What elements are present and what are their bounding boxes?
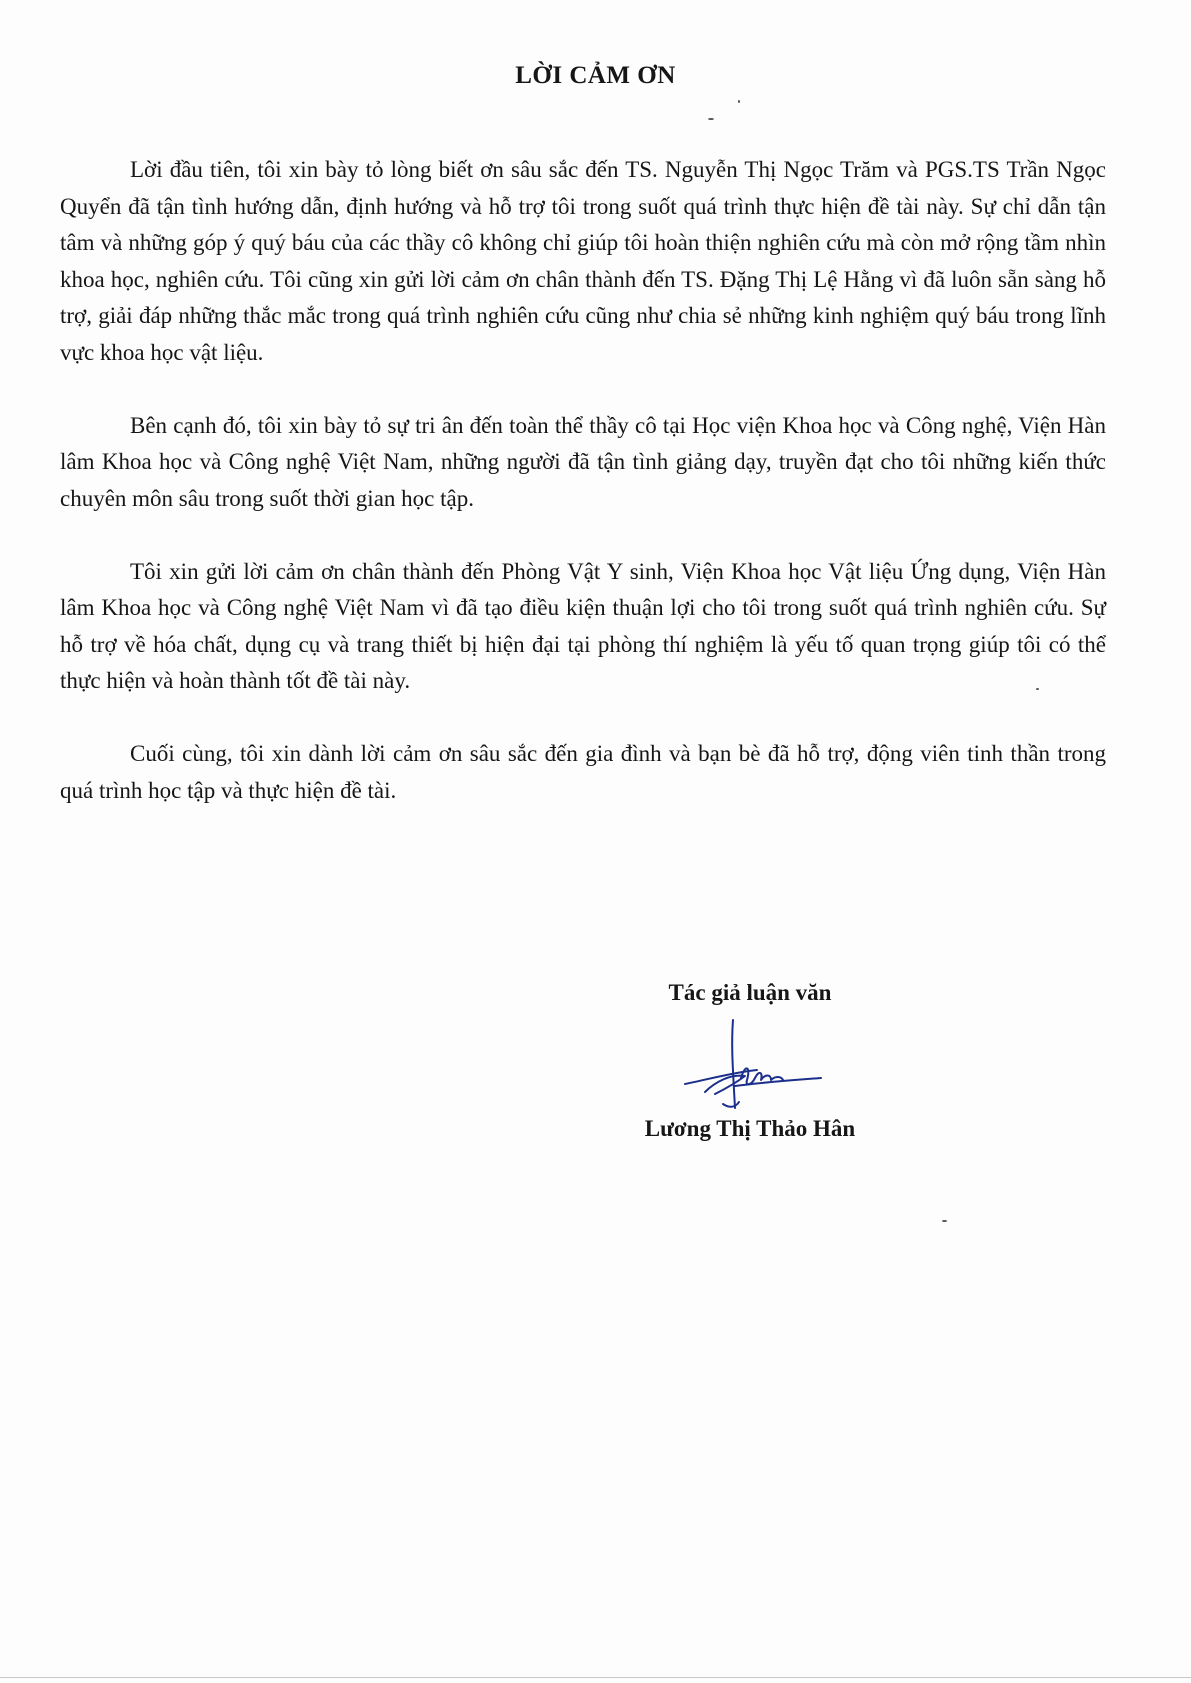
paragraph-4: Cuối cùng, tôi xin dành lời cảm ơn sâu sắc đến gia đình và bạn bè đã hỗ trợ, động viên tinh thần trong quá trình học tập và thực hiện đề tài. [60,741,1106,803]
signature-block [610,980,890,1142]
document-body [60,152,1106,846]
paragraph-1: Lời đầu tiên, tôi xin bày tỏ lòng biết ơn sâu sắc đến TS. Nguyễn Thị Ngọc Trăm và PGS.TS Trần Ngọc Quyển đã tận tình hướng dẫn, định hướng và hỗ trợ tôi trong suốt quá trình thực hiện đề tài này. Sự chỉ dẫn tận tâm và những góp ý quý báu của các thầy cô không chỉ giúp tôi hoàn thiện nghiên cứu mà còn mở rộng tầm nhìn khoa học, nghiên cứu. Tôi cũng xin gửi lời cảm ơn chân thành đến TS. Đặng Thị Lệ Hằng vì đã luôn sẵn sàng hỗ trợ, giải đáp những thắc mắc trong quá trình nghiên cứu cũng như chia sẻ những kinh nghiệm quý báu trong lĩnh vực khoa học vật liệu. [60,157,1106,365]
paragraph-3: Tôi xin gửi lời cảm ơn chân thành đến Phòng Vật Y sinh, Viện Khoa học Vật liệu Ứng dụng, Viện Hàn lâm Khoa học và Công nghệ Việt Nam vì đã tạo điều kiện thuận lợi cho tôi trong suốt quá trình nghiên cứu. Sự hỗ trợ về hóa chất, dụng cụ và trang thiết bị hiện đại tại phòng thí nghiệm là yếu tố quan trọng giúp tôi có thể thực hiện và hoàn thành tốt đề tài này. [60,558,1106,693]
page-title: LỜI CẢM ƠN [515,62,676,89]
scan-speck [708,118,714,120]
scan-speck [1036,688,1039,690]
handwritten-signature [675,1016,825,1116]
paragraph-2: Bên cạnh đó, tôi xin bày tỏ sự tri ân đến toàn thể thầy cô tại Học viện Khoa học và Công nghệ, Viện Hàn lâm Khoa học và Công nghệ Việt Nam, những người đã tận tình giảng dạy, truyền đạt cho tôi những kiến thức chuyên môn sâu trong suốt thời gian học tập. [60,412,1106,511]
page-edge-line [0,1677,1191,1678]
scan-speck [738,100,740,103]
scan-speck [942,1220,947,1222]
signature-label: Tác giả luận văn [668,980,832,1005]
author-name: Lương Thị Thảo Hân [644,1116,856,1141]
